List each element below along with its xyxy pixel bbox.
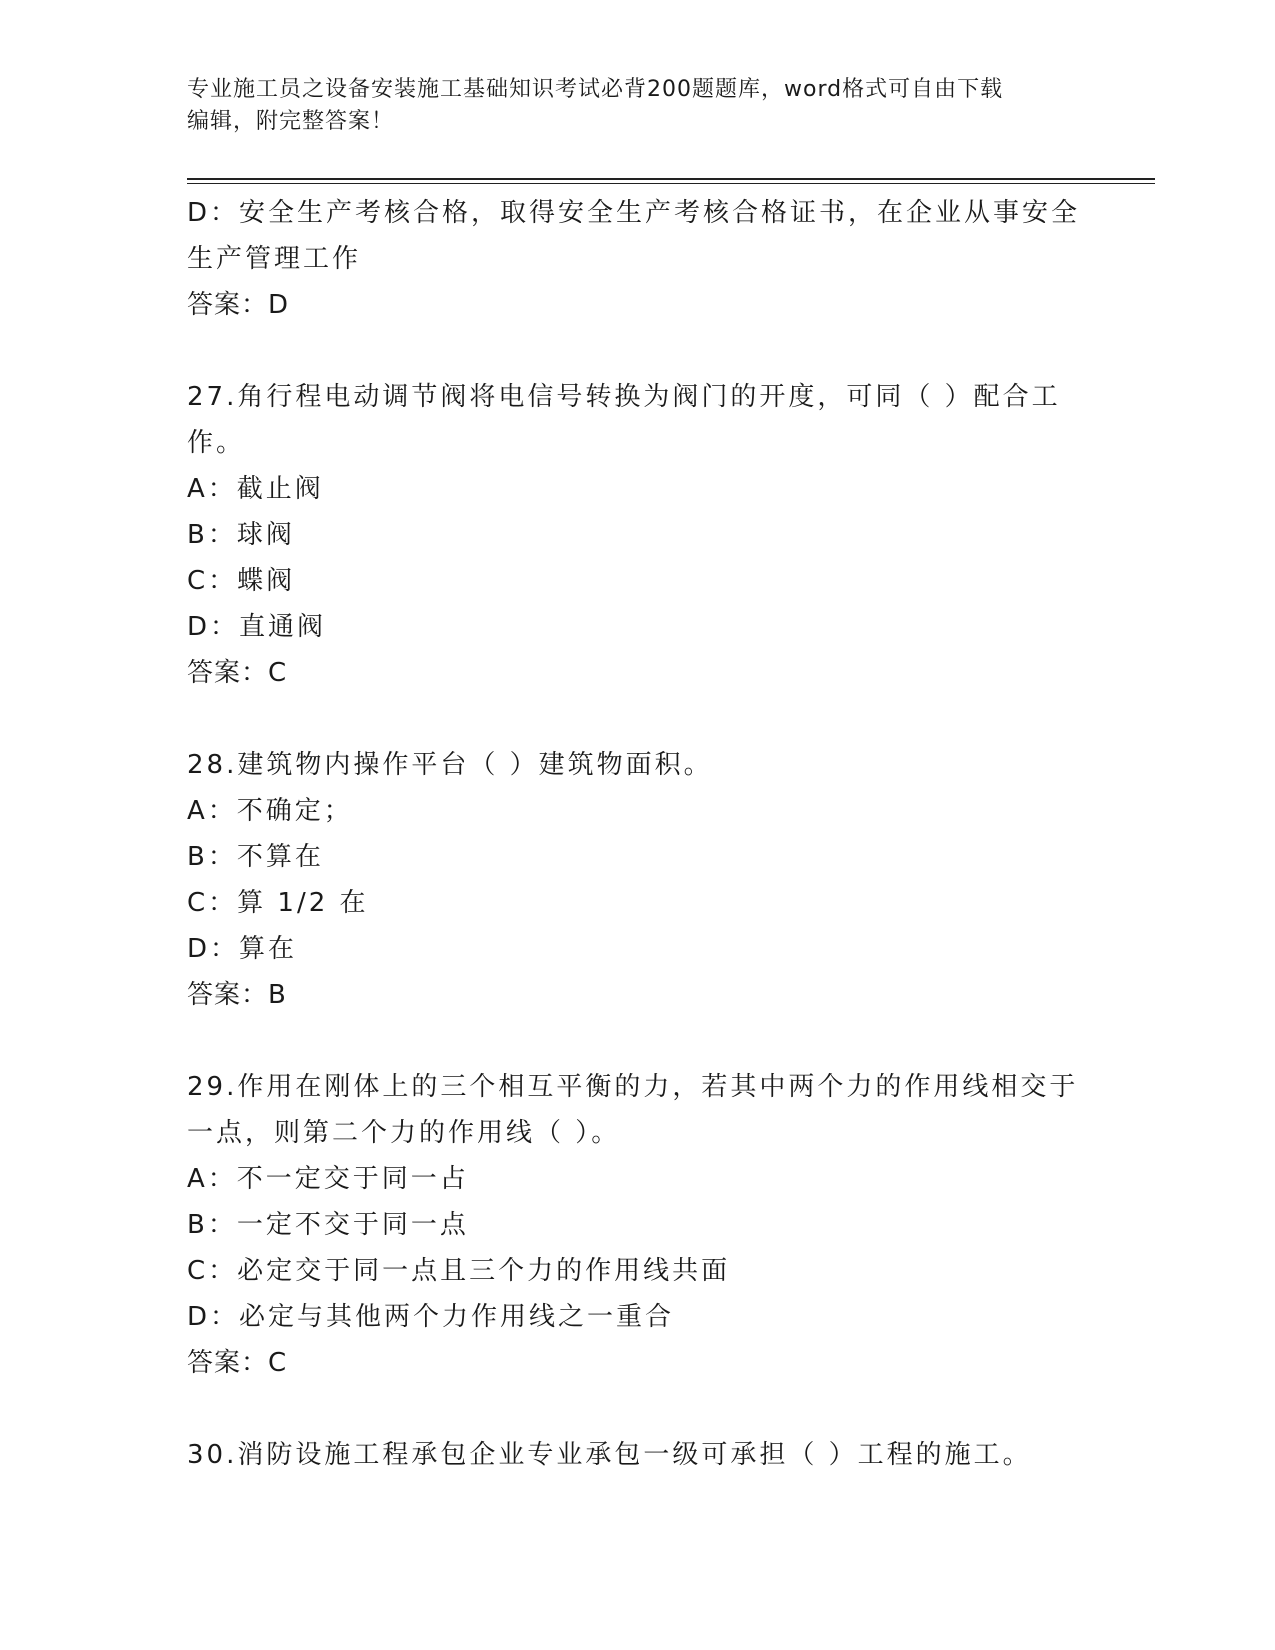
question-list (187, 190, 1087, 1478)
option-b: B：不算在 (187, 842, 324, 872)
option-b: B：球阀 (187, 520, 295, 550)
question-stem-continued: 一点，则第二个力的作用线（ ）。 (187, 1118, 621, 1148)
question-29 (187, 1064, 1087, 1386)
question-27 (187, 374, 1087, 696)
question-28 (187, 742, 1087, 1018)
option-a: A：不一定交于同一占 (187, 1164, 469, 1194)
spacer (187, 328, 1087, 374)
option-a: A：截止阀 (187, 474, 324, 504)
option-d: D：安全生产考核合格，取得安全生产考核合格证书，在企业从事安全 (187, 198, 1081, 228)
answer-text: 答案：D (187, 290, 290, 320)
option-a: A：不确定； (187, 796, 353, 826)
question-stem: 29.作用在刚体上的三个相互平衡的力，若其中两个力的作用线相交于 (187, 1072, 1079, 1102)
option-d: D：直通阀 (187, 612, 327, 642)
option-d-continued: 生产管理工作 (187, 244, 362, 274)
option-d: D：必定与其他两个力作用线之一重合 (187, 1302, 675, 1332)
document-header (187, 74, 1087, 138)
header-divider-thin (187, 183, 1155, 184)
spacer (187, 1018, 1087, 1064)
question-30 (187, 1432, 1087, 1478)
question-stem-continued: 作。 (187, 428, 246, 458)
option-b: B：一定不交于同一点 (187, 1210, 469, 1240)
question-stem: 27.角行程电动调节阀将电信号转换为阀门的开度，可同（ ）配合工 (187, 382, 1061, 412)
header-title-line-1: 专业施工员之设备安装施工基础知识考试必背200题题库，word格式可自由下载 (187, 77, 1004, 102)
option-d: D：算在 (187, 934, 298, 964)
question-stem: 30.消防设施工程承包企业专业承包一级可承担（ ）工程的施工。 (187, 1440, 1032, 1470)
answer-text: 答案：B (187, 980, 287, 1010)
answer-text: 答案：C (187, 658, 288, 688)
spacer (187, 1386, 1087, 1432)
answer-text: 答案：C (187, 1348, 288, 1378)
option-c: C：算 1/2 在 (187, 888, 369, 918)
spacer (187, 696, 1087, 742)
header-divider-thick (187, 178, 1155, 180)
header-title-line-2: 编辑，附完整答案！ (187, 109, 395, 134)
question-26-continuation (187, 190, 1087, 328)
question-stem: 28.建筑物内操作平台（ ）建筑物面积。 (187, 750, 713, 780)
option-c: C：必定交于同一点且三个力的作用线共面 (187, 1256, 731, 1286)
option-c: C：蝶阀 (187, 566, 296, 596)
